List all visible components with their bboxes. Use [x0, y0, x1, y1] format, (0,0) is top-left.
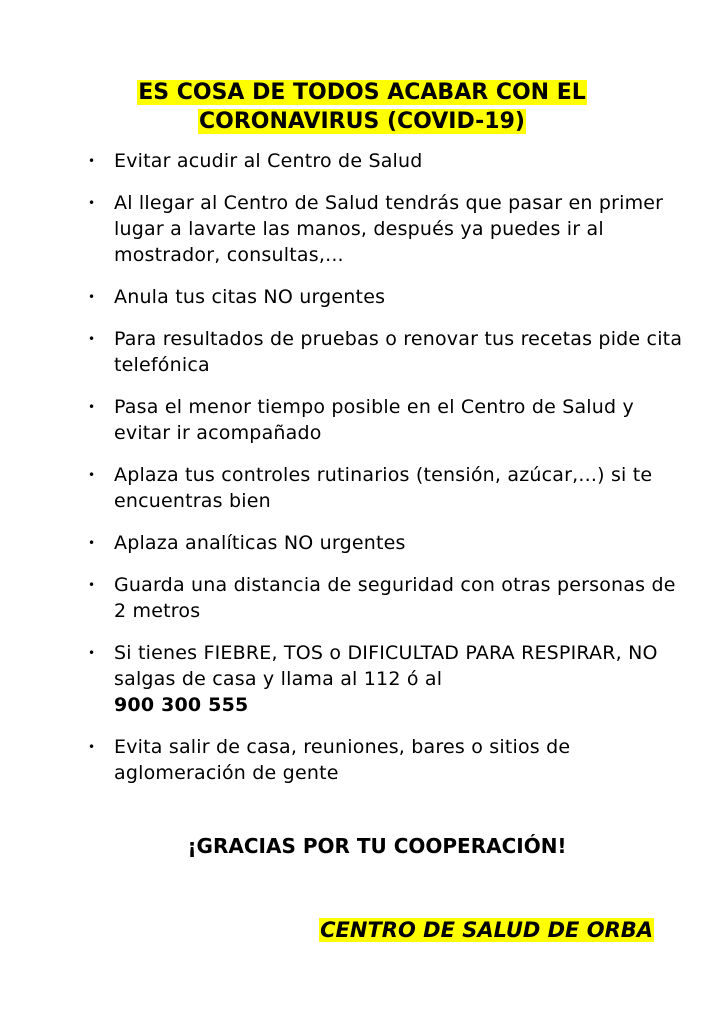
title-line-2: CORONAVIRUS (COVID-19) — [199, 109, 525, 134]
signature — [319, 916, 654, 944]
list-item — [88, 640, 688, 718]
title-line-1: ES COSA DE TODOS ACABAR CON EL — [138, 80, 586, 105]
list-item-text: Al llegar al Centro de Salud tendrás que pasar en primer lugar a lavarte las manos, después ya puedes ir al mostrador, consultas,... — [114, 192, 664, 266]
bullet-icon: • — [88, 646, 96, 660]
list-item-text: Para resultados de pruebas o renovar tus recetas pide cita telefónica — [114, 328, 683, 376]
bullet-icon: • — [88, 468, 96, 482]
signature-text: CENTRO DE SALUD DE ORBA — [320, 918, 653, 942]
phone-number: 900 300 555 — [114, 694, 249, 716]
list-item — [88, 284, 688, 310]
recommendations-list — [88, 148, 688, 802]
list-item-text: Anula tus citas NO urgentes — [114, 286, 386, 308]
list-item-text: Evitar acudir al Centro de Salud — [114, 150, 423, 172]
bullet-icon: • — [88, 154, 96, 168]
bullet-icon: • — [88, 536, 96, 550]
list-item — [88, 462, 688, 514]
list-item — [88, 326, 688, 378]
bullet-icon: • — [88, 400, 96, 414]
list-item-text: Pasa el menor tiempo posible en el Centro de Salud y evitar ir acompañado — [114, 396, 634, 444]
list-item-text: Aplaza tus controles rutinarios (tensión, azúcar,...) si te encuentras bien — [114, 464, 653, 512]
list-item-text: Guarda una distancia de seguridad con otras personas de 2 metros — [114, 574, 676, 622]
list-item — [88, 148, 688, 174]
list-item — [88, 572, 688, 624]
list-item — [88, 190, 688, 268]
bullet-icon: • — [88, 332, 96, 346]
bullet-icon: • — [88, 196, 96, 210]
list-item-text: Aplaza analíticas NO urgentes — [114, 532, 406, 554]
list-item-text: Evita salir de casa, reuniones, bares o sitios de aglomeración de gente — [114, 736, 571, 784]
list-item — [88, 530, 688, 556]
list-item — [88, 394, 688, 446]
page-title — [0, 78, 724, 136]
bullet-icon: • — [88, 578, 96, 592]
list-item — [88, 734, 688, 786]
list-item-text: Si tienes FIEBRE, TOS o DIFICULTAD PARA RESPIRAR, NO salgas de casa y llama al 112 ó al — [114, 642, 658, 690]
thanks-message: ¡GRACIAS POR TU COOPERACIÓN! — [187, 834, 567, 858]
bullet-icon: • — [88, 290, 96, 304]
bullet-icon: • — [88, 740, 96, 754]
